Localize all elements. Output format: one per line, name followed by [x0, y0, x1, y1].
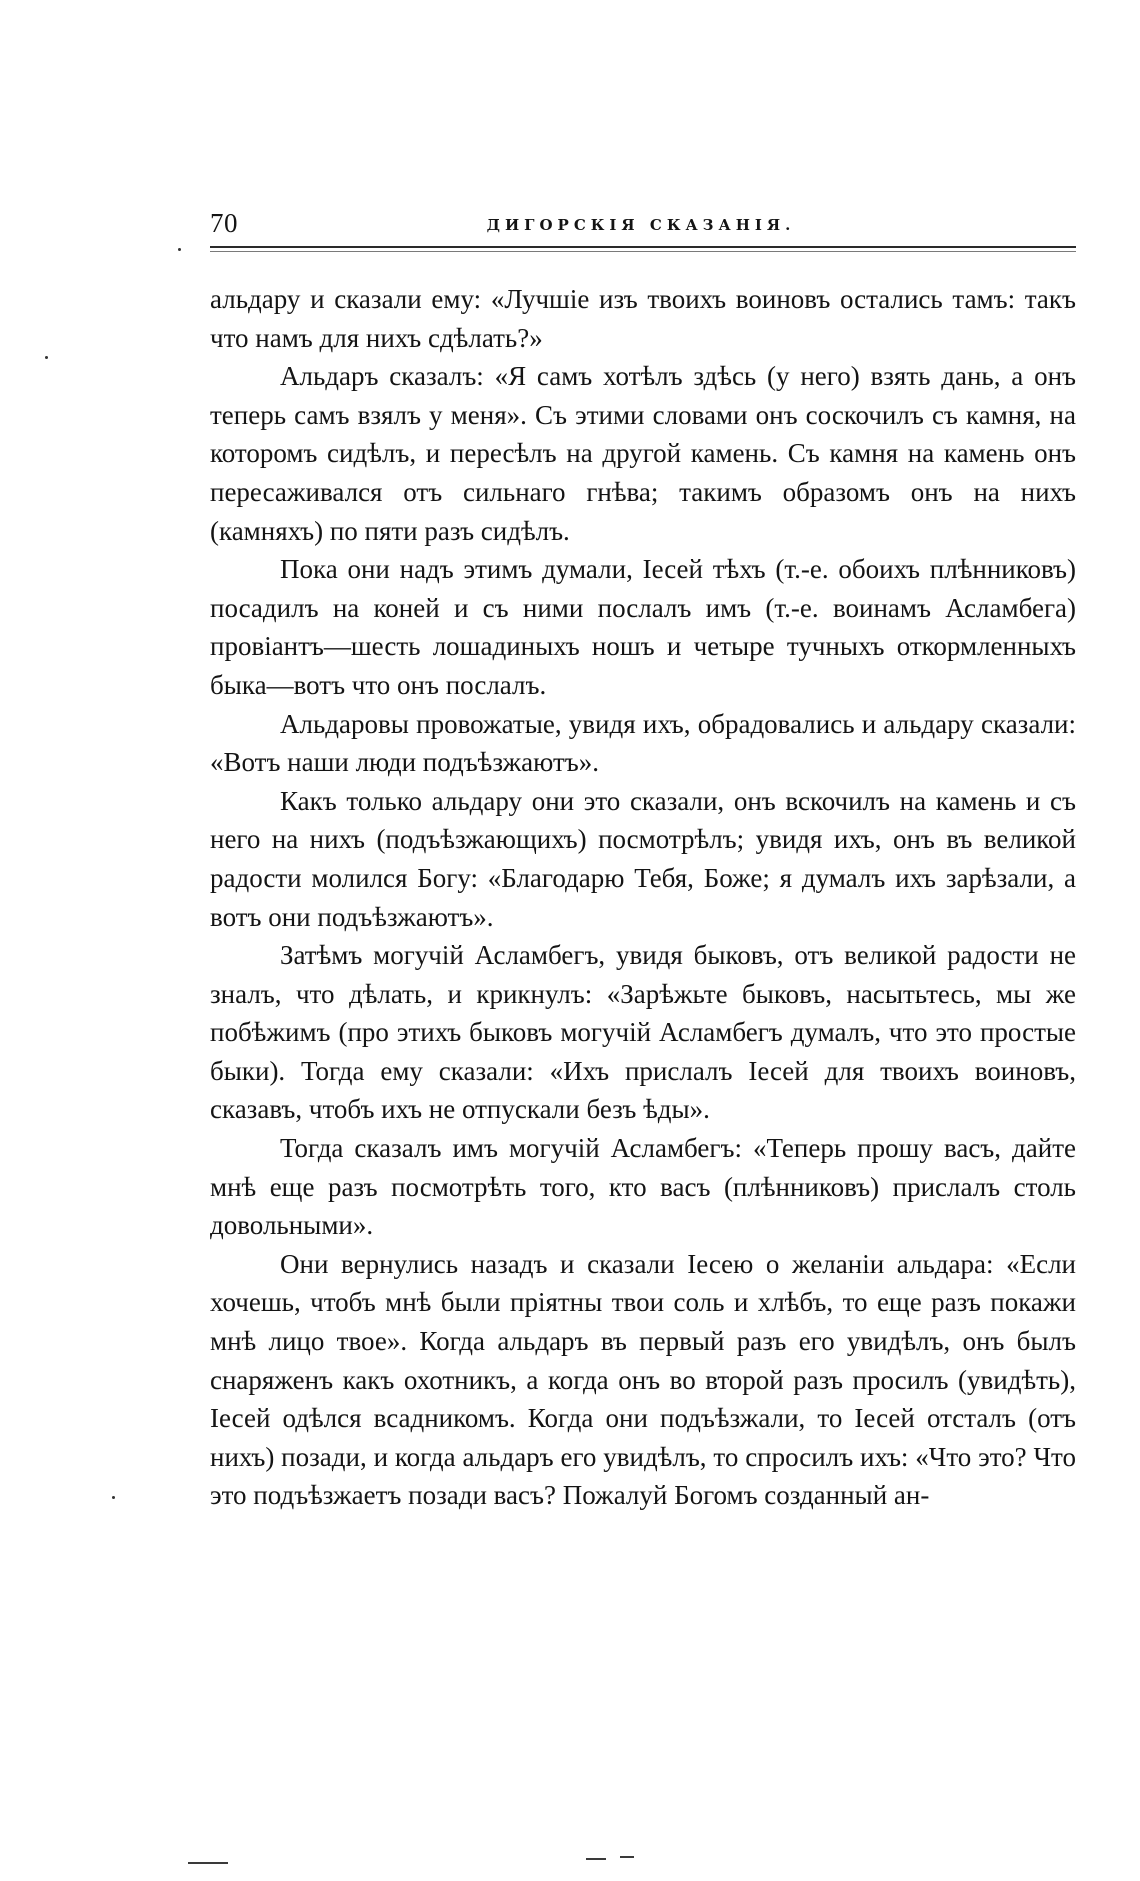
paragraph-continuation: альдару и сказали ему: «Лучшіе изъ твоихъ воиновъ остались тамъ: такъ что намъ для нихъ сдѣлать?» — [210, 284, 1076, 353]
scan-speck — [112, 1496, 115, 1499]
paragraph: Пока они надъ этимъ думали, Іесей тѣхъ (т.-е. обоихъ плѣнниковъ) посадилъ на коней и съ ними послалъ имъ (т.-е. воинамъ Асламбега) провіантъ—шесть лошадиныхъ ношъ и четыре тучныхъ откормленныхъ быка—вотъ что онъ послалъ. — [210, 554, 1076, 700]
scan-speck — [45, 356, 48, 359]
header-rule — [210, 246, 1076, 248]
paragraph: Альдаръ сказалъ: «Я самъ хотѣлъ здѣсь (у него) взять дань, а онъ теперь самъ взялъ у меня». Съ этими словами онъ соскочилъ съ камня, на которомъ сидѣлъ, и пересѣлъ на другой камень. Съ камня на камень онъ пересаживался отъ сильнаго гнѣва; такимъ образомъ онъ на нихъ (камняхъ) по пяти разъ сидѣлъ. — [210, 361, 1076, 546]
running-title: ДИГОРСКІЯ СКАЗАНІЯ. — [486, 216, 796, 234]
paragraph: Тогда сказалъ имъ могучій Асламбегъ: «Теперь прошу васъ, дайте мнѣ еще разъ посмотрѣть того, кто васъ (плѣнниковъ) прислалъ столь довольными». — [210, 1133, 1076, 1241]
page-number: 70 — [210, 208, 238, 238]
scan-mark — [188, 1862, 228, 1864]
page-header — [210, 204, 1072, 244]
scan-mark — [586, 1858, 606, 1860]
paragraph: Затѣмъ могучій Асламбегъ, увидя быковъ, отъ великой радости не зналъ, что дѣлать, и крикнулъ: «Зарѣжьте быковъ, насытьтесь, мы же побѣжимъ (про этихъ быковъ могучій Асламбегъ думалъ, что это простые быки). Тогда ему сказали: «Ихъ прислалъ Іесей для твоихъ воиновъ, сказавъ, чтобъ ихъ не отпускали безъ ѣды». — [210, 940, 1076, 1125]
scan-mark — [620, 1856, 634, 1858]
paragraph: Они вернулись назадъ и сказали Іесею о желаніи альдара: «Если хочешь, чтобъ мнѣ были пріятны твои соль и хлѣбъ, то еще разъ покажи мнѣ лицо твое». Когда альдаръ въ первый разъ его увидѣлъ, онъ былъ снаряженъ какъ охотникъ, а когда онъ во второй разъ просилъ (увидѣть), Іесей одѣлся всадникомъ. Когда они подъѣзжали, то Іесей отсталъ (отъ нихъ) позади, и когда альдаръ его увидѣлъ, то спросилъ ихъ: «Что это? Что это подъѣзжаетъ позади васъ? Пожалуй Богомъ созданный ан- — [210, 1248, 1076, 1511]
paragraph: Какъ только альдару они это сказали, онъ вскочилъ на камень и съ него на нихъ (подъѣзжающихъ) посмотрѣлъ; увидя ихъ, онъ въ великой радости молился Богу: «Благодарю Тебя, Боже; я думалъ ихъ зарѣзали, а вотъ они подъѣзжаютъ». — [210, 785, 1076, 932]
header-rule-thin — [210, 251, 1076, 252]
scan-speck — [178, 248, 181, 251]
body-text — [210, 280, 1076, 1515]
paragraph: Альдаровы провожатые, увидя ихъ, обрадовались и альдару сказали: «Вотъ наши люди подъѣзжаютъ». — [210, 708, 1076, 778]
